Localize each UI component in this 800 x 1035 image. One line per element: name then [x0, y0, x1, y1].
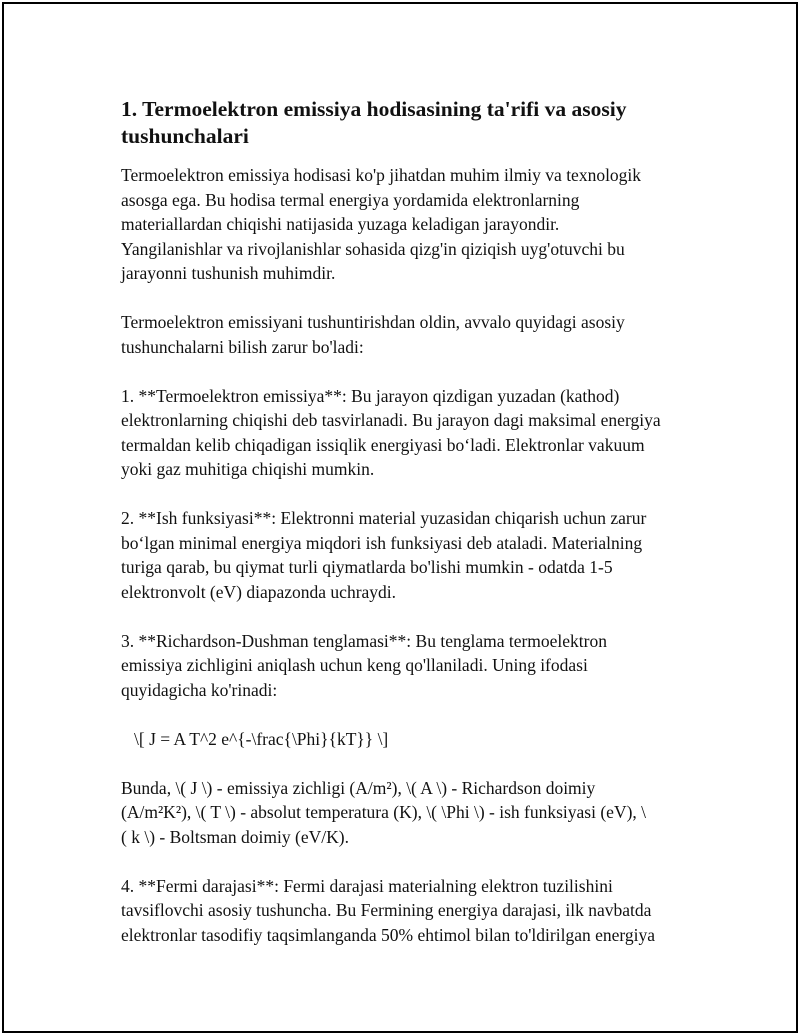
item-work-function: 2. **Ish funksiyasi**: Elektronni material yuzasidan chiqarish uchun zarur bo‘lgan minimal energiya miqdori ish funksiyasi deb ataladi. Materialning turiga qarab, bu qiymat turli qiymatlarda bo'lishi mumkin - odatda 1-5 elektronvolt (eV) diapazonda uchraydi. — [121, 508, 647, 602]
formula-line: \[ J = A T^2 e^{-\frac{\Phi}{kT}} \] — [134, 728, 389, 749]
formula-explanation: Bunda, \( J \) - emissiya zichligi (A/m²), \( A \) - Richardson doimiy (A/m²K²), \( T \) - absolut temperatura (K), \( \Phi \) - ish funksiyasi (eV), \ ( k \) - Boltsman doimiy (eV/K). — [121, 777, 647, 847]
item-fermi-level: 4. **Fermi darajasi**: Fermi darajasi materialning elektron tuzilishini tavsiflovchi asosiy tushuncha. Bu Fermining energiya darajasi, ilk navbatda elektronlar tasodifiy taqsimlanganda 50% ehtimol bilan to'ldirilgan energiya — [121, 875, 656, 945]
page-frame — [2, 2, 798, 1033]
document-body — [121, 96, 701, 947]
item-thermionic-emission: 1. **Termoelektron emissiya**: Bu jarayon qizdigan yuzadan (kathod) elektronlarning chiqishi deb tasvirlanadi. Bu jarayon dagi maksimal energiya termaldan kelib chiqadigan issiqlik energiyasi bo‘ladi. Elektronlar vakuum yoki gaz muhitiga chiqishi mumkin. — [121, 385, 661, 479]
intro-paragraph: Termoelektron emissiya hodisasi ko'p jihatdan muhim ilmiy va texnologik asosga ega. Bu hodisa termal energiya yordamida elektronlarning materiallardan chiqishi natijasida yuzaga keladigan jarayondir. Yangilanishlar va rivojlanishlar sohasida qizg'in qiziqish uyg'otuvchi bu jarayonni tushunish muhimdir. — [121, 165, 642, 283]
concepts-intro-paragraph: Termoelektron emissiyani tushuntirishdan oldin, avvalo quyidagi asosiy tushunchalarni bilish zarur bo'ladi: — [121, 312, 625, 357]
item-richardson-dushman: 3. **Richardson-Dushman tenglamasi**: Bu tenglama termoelektron emissiya zichligini aniqlash uchun keng qo'llaniladi. Uning ifodasi quyidagicha ko'rinadi: — [121, 630, 608, 700]
section-heading: 1. Termoelektron emissiya hodisasining ta'rifi va asosiy tushunchalari — [121, 97, 627, 148]
